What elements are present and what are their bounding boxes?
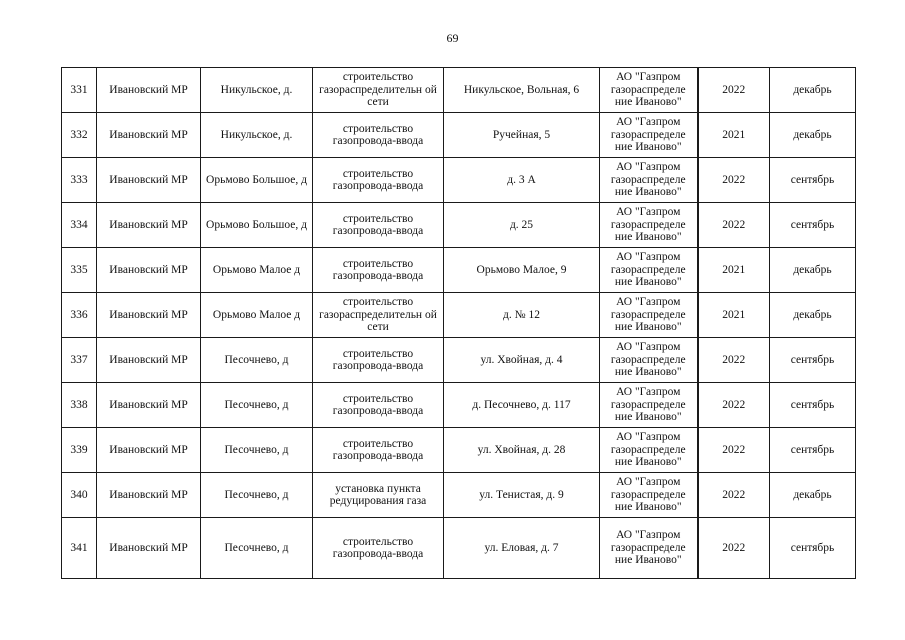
- month-cell: декабрь: [770, 68, 856, 113]
- table-row: [62, 248, 856, 293]
- table-row: [62, 68, 856, 113]
- work-type-cell: строительство газопровода-ввода: [313, 428, 444, 473]
- district-cell: Ивановский МР: [97, 473, 201, 518]
- district-cell: Ивановский МР: [97, 428, 201, 473]
- organization-cell: АО "Газпром газораспределе ние Иваново": [600, 248, 698, 293]
- work-type-cell: строительство газораспределительн ой сети: [313, 293, 444, 338]
- table-row: [62, 158, 856, 203]
- row-number: 336: [62, 293, 97, 338]
- settlement-cell: Орьмово Малое д: [201, 293, 313, 338]
- district-cell: Ивановский МР: [97, 203, 201, 248]
- settlement-cell: Песочнево, д: [201, 338, 313, 383]
- work-type-cell: строительство газопровода-ввода: [313, 248, 444, 293]
- organization-cell: АО "Газпром газораспределе ние Иваново": [600, 113, 698, 158]
- address-cell: д. Песочнево, д. 117: [444, 383, 600, 428]
- work-type-cell: строительство газопровода-ввода: [313, 338, 444, 383]
- table-row: [62, 428, 856, 473]
- district-cell: Ивановский МР: [97, 158, 201, 203]
- year-cell: 2022: [698, 518, 770, 579]
- work-type-cell: строительство газораспределительн ой сети: [313, 68, 444, 113]
- year-cell: 2021: [698, 293, 770, 338]
- address-cell: Ручейная, 5: [444, 113, 600, 158]
- address-cell: ул. Еловая, д. 7: [444, 518, 600, 579]
- row-number: 338: [62, 383, 97, 428]
- year-cell: 2022: [698, 428, 770, 473]
- row-number: 333: [62, 158, 97, 203]
- work-type-cell: строительство газопровода-ввода: [313, 113, 444, 158]
- address-cell: д. 25: [444, 203, 600, 248]
- settlement-cell: Орьмово Малое д: [201, 248, 313, 293]
- row-number: 331: [62, 68, 97, 113]
- settlement-cell: Песочнево, д: [201, 428, 313, 473]
- organization-cell: АО "Газпром газораспределе ние Иваново": [600, 428, 698, 473]
- table-row: [62, 113, 856, 158]
- district-cell: Ивановский МР: [97, 383, 201, 428]
- settlement-cell: Никульское, д.: [201, 68, 313, 113]
- settlement-cell: Песочнево, д: [201, 518, 313, 579]
- page-number: 69: [446, 31, 459, 45]
- district-cell: Ивановский МР: [97, 518, 201, 579]
- organization-cell: АО "Газпром газораспределе ние Иваново": [600, 293, 698, 338]
- month-cell: сентябрь: [770, 158, 856, 203]
- row-number: 339: [62, 428, 97, 473]
- district-cell: Ивановский МР: [97, 113, 201, 158]
- month-cell: декабрь: [770, 248, 856, 293]
- organization-cell: АО "Газпром газораспределе ние Иваново": [600, 338, 698, 383]
- month-cell: декабрь: [770, 473, 856, 518]
- month-cell: сентябрь: [770, 338, 856, 383]
- work-type-cell: установка пункта редуцирования газа: [313, 473, 444, 518]
- row-number: 332: [62, 113, 97, 158]
- row-number: 337: [62, 338, 97, 383]
- work-type-cell: строительство газопровода-ввода: [313, 383, 444, 428]
- table-row: [62, 518, 856, 579]
- organization-cell: АО "Газпром газораспределе ние Иваново": [600, 518, 698, 579]
- settlement-cell: Орьмово Большое, д: [201, 158, 313, 203]
- month-cell: сентябрь: [770, 383, 856, 428]
- organization-cell: АО "Газпром газораспределе ние Иваново": [600, 68, 698, 113]
- address-cell: ул. Хвойная, д. 28: [444, 428, 600, 473]
- address-cell: д. 3 А: [444, 158, 600, 203]
- month-cell: сентябрь: [770, 428, 856, 473]
- settlement-cell: Никульское, д.: [201, 113, 313, 158]
- year-cell: 2022: [698, 473, 770, 518]
- district-cell: Ивановский МР: [97, 338, 201, 383]
- year-cell: 2021: [698, 113, 770, 158]
- row-number: 334: [62, 203, 97, 248]
- organization-cell: АО "Газпром газораспределе ние Иваново": [600, 158, 698, 203]
- settlement-cell: Песочнево, д: [201, 473, 313, 518]
- year-cell: 2022: [698, 68, 770, 113]
- settlement-cell: Песочнево, д: [201, 383, 313, 428]
- month-cell: декабрь: [770, 113, 856, 158]
- table-row: [62, 338, 856, 383]
- organization-cell: АО "Газпром газораспределе ние Иваново": [600, 473, 698, 518]
- district-cell: Ивановский МР: [97, 293, 201, 338]
- district-cell: Ивановский МР: [97, 68, 201, 113]
- year-cell: 2022: [698, 383, 770, 428]
- table-row: [62, 473, 856, 518]
- address-cell: ул. Хвойная, д. 4: [444, 338, 600, 383]
- settlement-cell: Орьмово Большое, д: [201, 203, 313, 248]
- row-number: 340: [62, 473, 97, 518]
- year-cell: 2022: [698, 338, 770, 383]
- address-cell: Никульское, Вольная, 6: [444, 68, 600, 113]
- month-cell: декабрь: [770, 293, 856, 338]
- row-number: 335: [62, 248, 97, 293]
- organization-cell: АО "Газпром газораспределе ние Иваново": [600, 383, 698, 428]
- month-cell: сентябрь: [770, 518, 856, 579]
- organization-cell: АО "Газпром газораспределе ние Иваново": [600, 203, 698, 248]
- work-type-cell: строительство газопровода-ввода: [313, 518, 444, 579]
- year-cell: 2022: [698, 203, 770, 248]
- table-row: [62, 203, 856, 248]
- row-number: 341: [62, 518, 97, 579]
- gas-works-table: [61, 67, 856, 579]
- year-cell: 2021: [698, 248, 770, 293]
- year-cell: 2022: [698, 158, 770, 203]
- district-cell: Ивановский МР: [97, 248, 201, 293]
- address-cell: Орьмово Малое, 9: [444, 248, 600, 293]
- work-type-cell: строительство газопровода-ввода: [313, 158, 444, 203]
- work-type-cell: строительство газопровода-ввода: [313, 203, 444, 248]
- month-cell: сентябрь: [770, 203, 856, 248]
- table-row: [62, 383, 856, 428]
- table-row: [62, 293, 856, 338]
- address-cell: ул. Тенистая, д. 9: [444, 473, 600, 518]
- address-cell: д. № 12: [444, 293, 600, 338]
